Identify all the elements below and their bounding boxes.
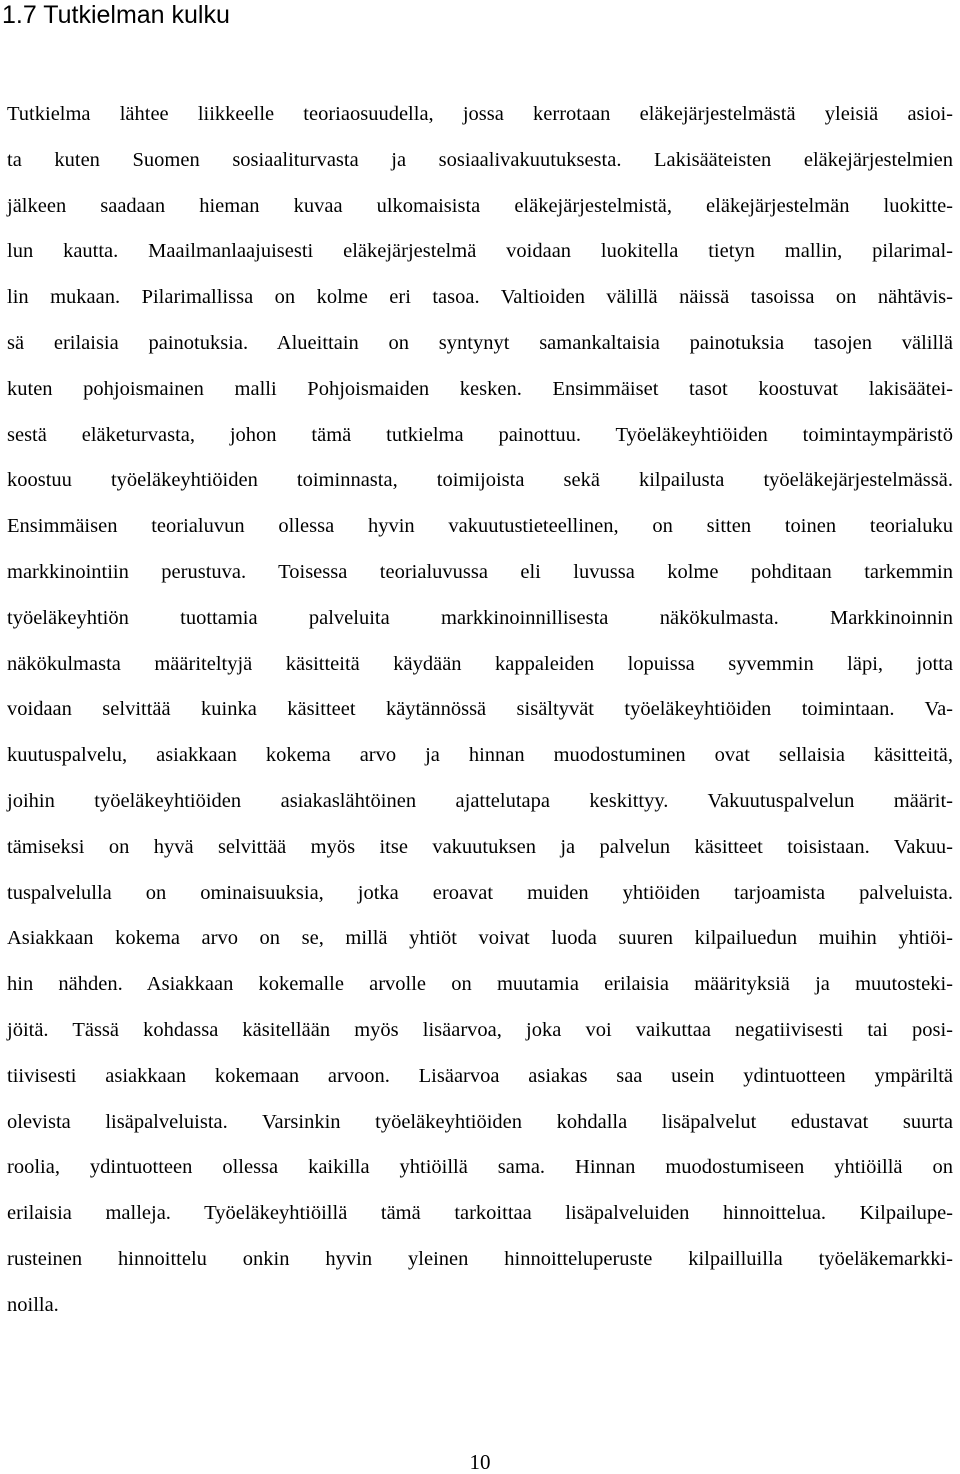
- paragraph-line: joihin työeläkeyhtiöiden asiakaslähtöinen ajattelutapa keskittyy. Vakuutuspalvelun määrit-: [7, 789, 953, 812]
- paragraph-line: ta kuten Suomen sosiaaliturvasta ja sosiaalivakuutuksesta. Lakisääteisten eläkejärjestelmien: [7, 148, 953, 171]
- paragraph-line: jöitä. Tässä kohdassa käsitellään myös lisäarvoa, joka voi vaikuttaa negatiivisesti tai posi-: [7, 1018, 953, 1041]
- paragraph-line: noilla.: [7, 1293, 59, 1316]
- paragraph-line: jälkeen saadaan hieman kuvaa ulkomaisista eläkejärjestelmistä, eläkejärjestelmän luokitte-: [7, 194, 953, 217]
- paragraph-line: roolia, ydintuotteen ollessa kaikilla yhtiöillä sama. Hinnan muodostumiseen yhtiöillä on: [7, 1156, 953, 1179]
- page-number: 10: [469, 1450, 491, 1474]
- paragraph-line: lun kautta. Maailmanlaajuisesti eläkejärjestelmä voidaan luokitella tietyn mallin, pilarimal-: [7, 240, 953, 263]
- paragraph-line: työeläkeyhtiön tuottamia palveluita markkinoinnillisesta näkökulmasta. Markkinoinnin: [7, 606, 953, 629]
- paragraph-line: Ensimmäisen teorialuvun ollessa hyvin vakuutustieteellinen, on sitten toinen teorialuku: [7, 515, 953, 538]
- paragraph-line: näkökulmasta määriteltyjä käsitteitä käydään kappaleiden lopuissa syvemmin läpi, jotta: [7, 652, 953, 675]
- body-paragraph: [7, 100, 953, 1337]
- paragraph-line: tiivisesti asiakkaan kokemaan arvoon. Lisäarvoa asiakas saa usein ydintuotteen ympäriltä: [7, 1064, 953, 1087]
- paragraph-line: Asiakkaan kokema arvo on se, millä yhtiöt voivat luoda suuren kilpailuedun muihin yhtiöi-: [7, 927, 953, 950]
- paragraph-line: rusteinen hinnoittelu onkin hyvin yleinen hinnoitteluperuste kilpailluilla työeläkemarkki-: [7, 1247, 953, 1270]
- paragraph-line: Tutkielma lähtee liikkeelle teoriaosuudella, jossa kerrotaan eläkejärjestelmästä yleisiä asioi-: [7, 103, 953, 125]
- paragraph-line: voidaan selvittää kuinka käsitteet käytännössä sisältyvät työeläkeyhtiöiden toimintaan. Va-: [7, 698, 953, 721]
- paragraph-line: kuten pohjoismainen malli Pohjoismaiden kesken. Ensimmäiset tasot koostuvat lakisäätei-: [7, 377, 953, 400]
- paragraph-line: olevista lisäpalveluista. Varsinkin työeläkeyhtiöiden kohdalla lisäpalvelut edustavat suurta: [7, 1110, 953, 1133]
- paragraph-line: erilaisia malleja. Työeläkeyhtiöillä tämä tarkoittaa lisäpalveluiden hinnoittelua. Kilpailupe-: [7, 1202, 953, 1225]
- paragraph-line: tuspalvelulla on ominaisuuksia, jotka eroavat muiden yhtiöiden tarjoamista palveluista.: [7, 881, 953, 904]
- paragraph-line: kuutuspalvelu, asiakkaan kokema arvo ja hinnan muodostuminen ovat sellaisia käsitteitä,: [7, 744, 953, 767]
- paragraph-line: sestä eläketurvasta, johon tämä tutkielma painottuu. Työeläkeyhtiöiden toimintaympäristö: [7, 423, 953, 446]
- section-heading: 1.7 Tutkielman kulku: [2, 1, 230, 29]
- paragraph-line: koostuu työeläkeyhtiöiden toiminnasta, toimijoista sekä kilpailusta työeläkejärjestelmässä.: [7, 469, 953, 492]
- paragraph-line: tämiseksi on hyvä selvittää myös itse vakuutuksen ja palvelun käsitteet toisistaan. Vakuu-: [7, 835, 953, 858]
- paragraph-line: markkinointiin perustuva. Toisessa teorialuvussa eli luvussa kolme pohditaan tarkemmin: [7, 560, 953, 583]
- paragraph-line: lin mukaan. Pilarimallissa on kolme eri tasoa. Valtioiden välillä näissä tasoissa on nähtävis-: [7, 286, 953, 309]
- paragraph-line: sä erilaisia painotuksia. Alueittain on syntynyt samankaltaisia painotuksia tasojen välillä: [7, 331, 953, 354]
- paragraph-line: hin nähden. Asiakkaan kokemalle arvolle on muutamia erilaisia määrityksiä ja muutosteki-: [7, 973, 953, 996]
